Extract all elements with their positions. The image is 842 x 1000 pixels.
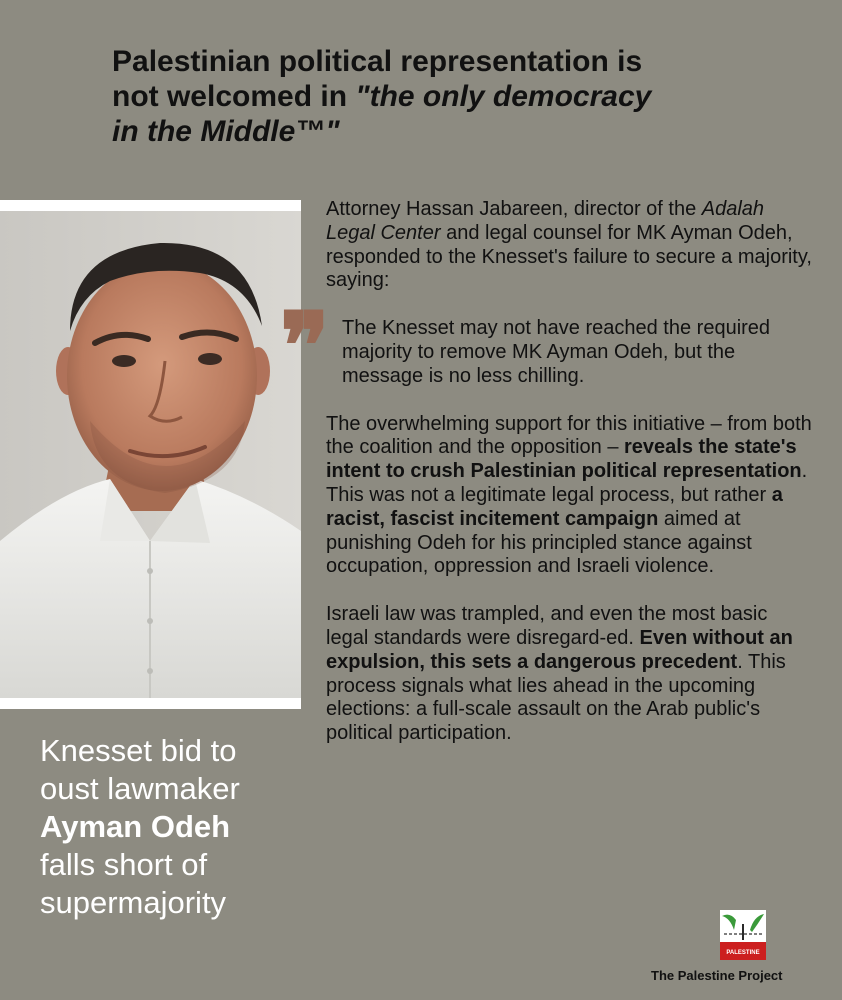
org-name: Adalah Legal Center (326, 198, 765, 244)
headline-line1: Palestinian political representation is (112, 45, 643, 78)
paragraph-3 (326, 603, 812, 746)
palestine-project-logo (720, 910, 766, 960)
white-bar-top (0, 200, 301, 211)
caption-line1: Knesset bid to (40, 733, 237, 768)
caption-line2: oust lawmaker (40, 771, 240, 806)
caption-line5: supermajority (40, 885, 227, 920)
p2-text-c: . This was not a legitimate legal process, but rather (326, 460, 808, 506)
headline-line2-plain: not welcomed in (112, 80, 356, 113)
p2-text-a: The overwhelming support for this initiative – from both the coalition and the opposition – (326, 412, 812, 459)
p2-bold-d: a racist, fascist incitement campaign (326, 483, 783, 530)
org-footer-name: The Palestine Project (651, 968, 783, 983)
p2-text-e: aimed at punishing Odeh for his principled stance against occupation, oppression and Israeli violence. (326, 507, 752, 578)
headline-line3-italic: in the Middle™" (112, 115, 340, 148)
paragraph-2 (326, 413, 812, 580)
quote-text: The Knesset may not have reached the required majority to remove MK Ayman Odeh, but the message is no less chilling. (342, 317, 771, 387)
p3-text-a: Israeli law was trampled, and even the most basic legal standards were disregard-ed. (326, 603, 768, 649)
logo-badge-text: PALESTINE (726, 950, 760, 956)
intro-text-2: and legal counsel for MK Ayman Odeh, responded to the Knesset's failure to secure a majority, saying: (326, 221, 812, 292)
flag-logo-icon (720, 910, 766, 960)
p2-bold-b: reveals the state's intent to crush Palestinian political representation (326, 436, 802, 483)
caption-name: Ayman Odeh (40, 809, 231, 844)
quote-mark-icon: ❞ (280, 292, 330, 400)
intro-text-1: Attorney Hassan Jabareen, director of the (326, 198, 702, 220)
portrait-photo (0, 211, 301, 698)
p3-text-c: . This process signals what lies ahead in the upcoming elections: a full-scale assault on the Arab public's political participation. (326, 650, 786, 745)
headline (112, 44, 802, 149)
p3-bold-b: Even without an expulsion, this sets a dangerous precedent (326, 626, 793, 673)
quote-paragraph (326, 317, 812, 388)
photo-caption (40, 732, 302, 922)
article-body (326, 198, 812, 746)
white-bar-bottom (0, 698, 301, 709)
caption-line4: falls short of (40, 847, 208, 882)
portrait-illustration (0, 211, 301, 698)
intro-paragraph (326, 198, 812, 293)
headline-line2-italic: "the only democracy (355, 80, 652, 113)
